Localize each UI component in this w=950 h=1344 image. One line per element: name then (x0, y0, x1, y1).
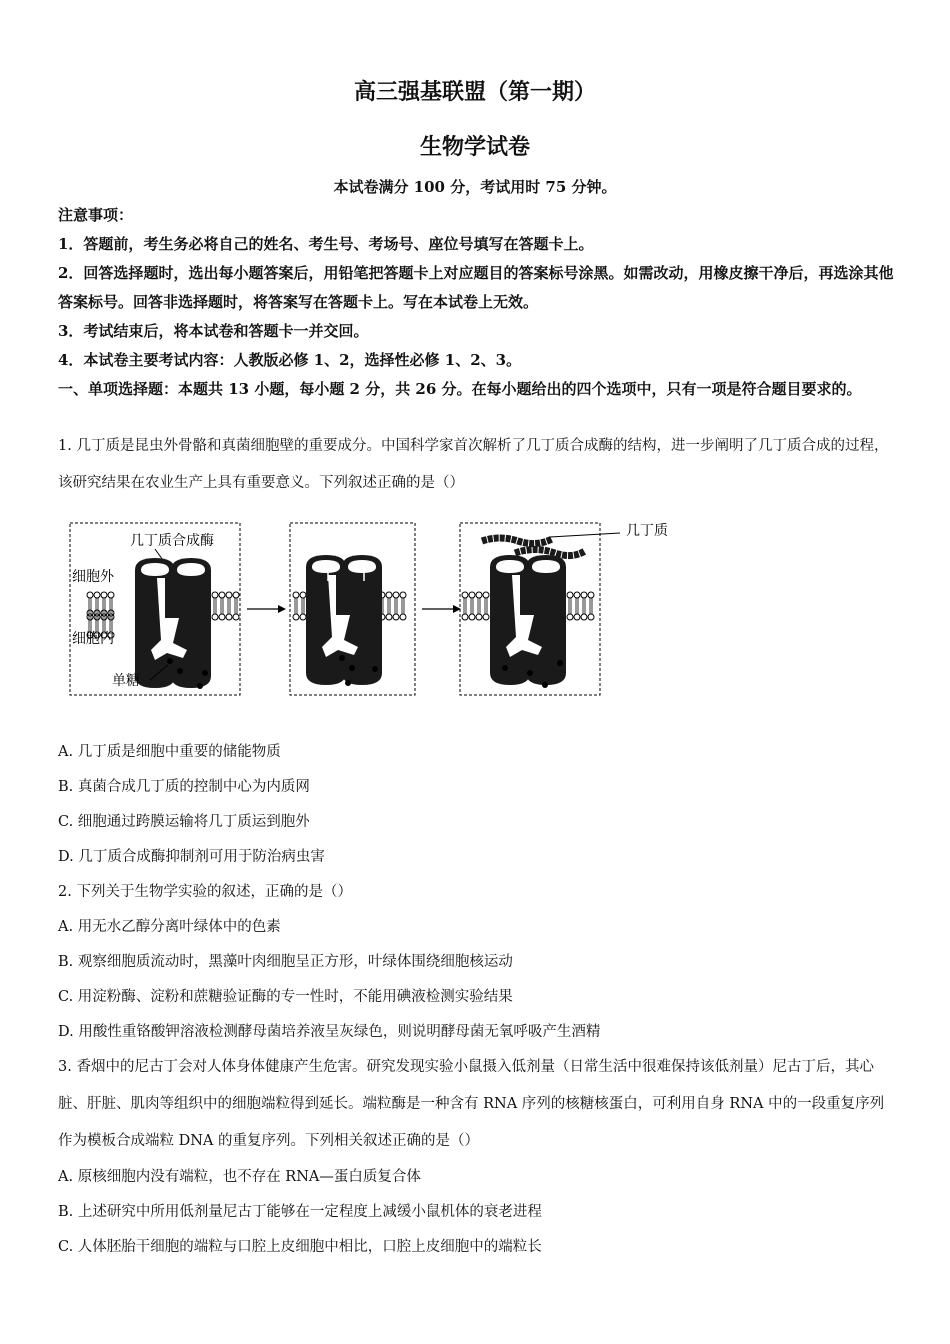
label-monosaccharide: 单糖 (112, 673, 140, 689)
note-item: 2．回答选择题时，选出每小题答案后，用铅笔把答题卡上对应题目的答案标号涂黑。如需改动，用橡皮擦干净后，再选涂其他答案标号。回答非选择题时，将答案写在答题卡上。写在本试卷上无效。 (58, 264, 894, 311)
option-3c: C. 人体胚胎干细胞的端粒与口腔上皮细胞中相比，口腔上皮细胞中的端粒长 (58, 1239, 542, 1255)
question-stem-1: 1. 几丁质是昆虫外骨骼和真菌细胞壁的重要成分。中国科学家首次解析了几丁质合成酶的结构，进一步阐明了几丁质合成的过程，该研究结果在农业生产上具有重要意义。下列叙述正确的是（） (58, 438, 889, 491)
option-1d: D. 几丁质合成酶抑制剂可用于防治病虫害 (58, 849, 325, 865)
option-2a: A. 用无水乙醇分离叶绿体中的色素 (58, 919, 281, 935)
exam-info: 本试卷满分 100 分，考试用时 75 分钟。 (333, 178, 617, 196)
option-1c: C. 细胞通过跨膜运输将几丁质运到胞外 (58, 814, 310, 830)
option-3b: B. 上述研究中所用低剂量尼古丁能够在一定程度上减缓小鼠机体的衰老进程 (58, 1204, 542, 1220)
chitin-synthase-figure (60, 513, 700, 713)
option-1a: A. 几丁质是细胞中重要的储能物质 (58, 744, 281, 760)
notes-heading: 注意事项： (58, 206, 134, 224)
note-item: 1．答题前，考生务必将自己的姓名、考生号、考场号、座位号填写在答题卡上。 (58, 235, 594, 253)
note-item: 4．本试卷主要考试内容：人教版必修 1、2，选择性必修 1、2、3。 (58, 351, 522, 369)
question-stem-2: 2. 下列关于生物学实验的叙述，正确的是（） (58, 884, 352, 900)
section-heading: 一、单项选择题：本题共 13 小题，每小题 2 分，共 26 分。在每小题给出的四个选项中，只有一项是符合题目要求的。 (58, 380, 862, 398)
page-title: 高三强基联盟（第一期） (353, 79, 596, 105)
label-enzyme: 几丁质合成酶 (130, 533, 214, 549)
label-outside: 细胞外 (72, 569, 114, 585)
option-2b: B. 观察细胞质流动时，黑藻叶肉细胞呈正方形，叶绿体围绕细胞核运动 (58, 954, 513, 970)
page-subtitle: 生物学试卷 (419, 134, 530, 160)
note-item: 3．考试结束后，将本试卷和答题卡一并交回。 (58, 322, 369, 340)
option-3a: A. 原核细胞内没有端粒，也不存在 RNA—蛋白质复合体 (58, 1169, 421, 1185)
option-2c: C. 用淀粉酶、淀粉和蔗糖验证酶的专一性时，不能用碘液检测实验结果 (58, 989, 513, 1005)
option-1b: B. 真菌合成几丁质的控制中心为内质网 (58, 779, 310, 795)
label-inside: 细胞内 (72, 631, 114, 647)
label-chitin: 几丁质 (626, 523, 668, 539)
question-stem-3: 3. 香烟中的尼古丁会对人体身体健康产生危害。研究发现实验小鼠摄入低剂量（日常生活中很难保持该低剂量）尼古丁后，其心脏、肝脏、肌肉等组织中的细胞端粒得到延长。端粒酶是一种含有 RNA 序列的核糖核蛋白，可利用自身 RNA 中的一段重复序列作为模板合成端粒 DNA 的重复序列。下列相关叙述正确的是（） (58, 1059, 885, 1149)
option-2d: D. 用酸性重铬酸钾溶液检测酵母菌培养液呈灰绿色，则说明酵母菌无氧呼吸产生酒精 (58, 1024, 601, 1040)
